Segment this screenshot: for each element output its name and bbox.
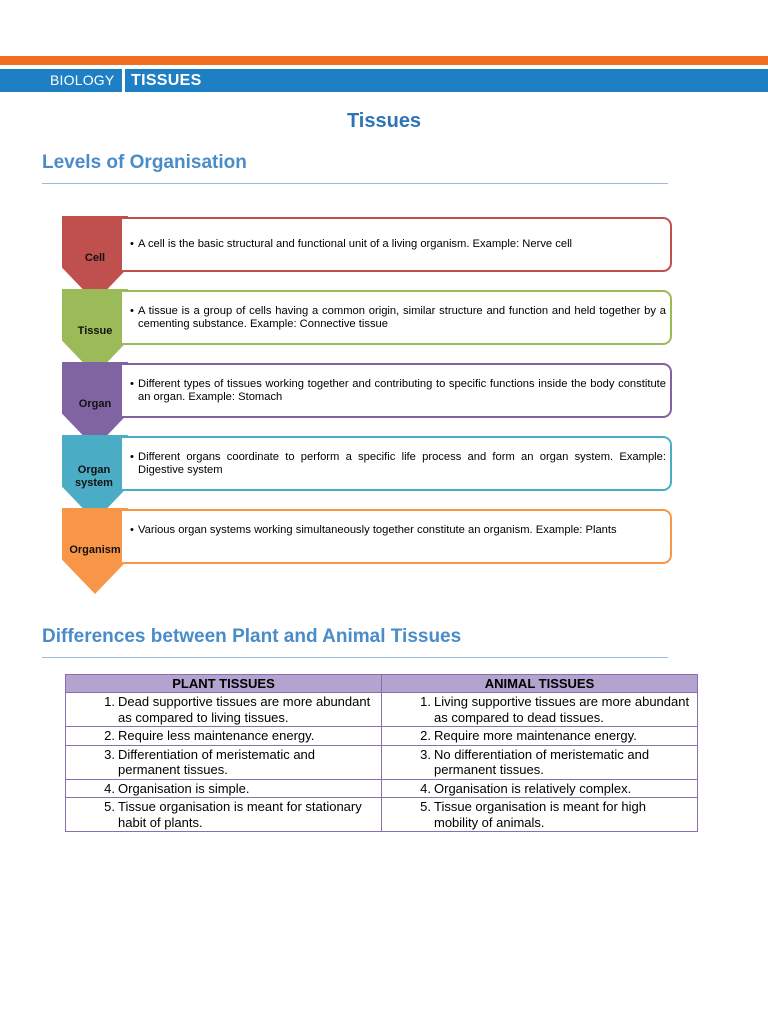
animal-cell <box>382 745 698 779</box>
plant-cell <box>66 745 382 779</box>
level-description: Different organs coordinate to perform a specific life process and form an organ system. Example: Digestive system <box>138 451 666 476</box>
level-description-box <box>122 363 672 418</box>
table-row <box>66 798 698 832</box>
row-number: 2. <box>420 728 431 743</box>
plant-text: Dead supportive tissues are more abundant as compared to living tissues. <box>118 694 371 725</box>
plant-cell <box>66 779 382 798</box>
section-heading-levels: Levels of Organisation <box>42 152 247 173</box>
plant-cell <box>66 693 382 727</box>
bullet: • <box>130 524 134 536</box>
section-divider <box>42 657 668 658</box>
level-label: Organ system <box>75 464 113 489</box>
level-label: Organism <box>69 544 121 556</box>
level-description: Different types of tissues working together and contributing to specific functions inside the body constitute an organ. Example: Stomach <box>138 378 666 403</box>
level-description-box <box>122 217 672 272</box>
bullet: • <box>130 305 134 317</box>
plant-text: Tissue organisation is meant for stationary habit of plants. <box>118 799 362 830</box>
row-number: 5. <box>104 799 115 814</box>
table-row <box>66 727 698 746</box>
row-number: 4. <box>420 780 431 796</box>
plant-cell <box>66 798 382 832</box>
level-label: Tissue <box>77 325 113 337</box>
row-number: 4. <box>104 780 115 796</box>
header-separator <box>122 69 125 92</box>
plant-text: Organisation is simple. <box>118 780 250 796</box>
level-description-box <box>122 290 672 345</box>
animal-cell <box>382 727 698 746</box>
level-organism <box>62 508 674 594</box>
page-title: Tissues <box>346 110 422 132</box>
table-row <box>66 779 698 798</box>
level-label: Cell <box>84 252 106 264</box>
section-heading-differences: Differences between Plant and Animal Tissues <box>42 626 462 647</box>
level-label: Organ <box>78 398 112 410</box>
animal-cell <box>382 779 698 798</box>
plant-cell <box>66 727 382 746</box>
animal-text: Tissue organisation is meant for high mobility of animals. <box>434 799 646 830</box>
animal-text: Living supportive tissues are more abundant as compared to dead tissues. <box>434 694 690 725</box>
level-description-box <box>122 436 672 491</box>
table-row <box>66 745 698 779</box>
column-header-plant: PLANT TISSUES <box>66 675 382 693</box>
table-row <box>66 693 698 727</box>
animal-text: Organisation is relatively complex. <box>434 780 632 796</box>
level-description-box <box>122 509 672 564</box>
header-subject: BIOLOGY <box>50 72 115 88</box>
plant-text: Differentiation of meristematic and permanent tissues. <box>118 746 316 777</box>
row-number: 1. <box>420 694 431 709</box>
row-number: 3. <box>104 746 115 762</box>
animal-text: No differentiation of meristematic and permanent tissues. <box>434 746 650 777</box>
level-description: A cell is the basic structural and functional unit of a living organism. Example: Nerve cell <box>138 238 573 250</box>
table-header-row <box>66 675 698 693</box>
header-blue-band <box>0 69 768 92</box>
section-divider <box>42 183 668 184</box>
header-topic: TISSUES <box>131 72 202 89</box>
bullet: • <box>130 451 134 463</box>
header-orange-stripe <box>0 56 768 65</box>
differences-table <box>65 674 698 832</box>
plant-text: Require less maintenance energy. <box>118 728 315 743</box>
row-number: 1. <box>104 694 115 709</box>
row-number: 2. <box>104 728 115 743</box>
animal-text: Require more maintenance energy. <box>434 728 637 743</box>
level-description: Various organ systems working simultaneously together constitute an organism. Example: Plants <box>138 524 617 536</box>
bullet: • <box>130 378 134 390</box>
bullet: • <box>130 238 134 250</box>
row-number: 5. <box>420 799 431 814</box>
column-header-animal: ANIMAL TISSUES <box>382 675 698 693</box>
animal-cell <box>382 693 698 727</box>
animal-cell <box>382 798 698 832</box>
row-number: 3. <box>420 746 431 762</box>
level-description: A tissue is a group of cells having a common origin, similar structure and function and held together by a cementing substance. Example: Connective tissue <box>138 305 666 330</box>
